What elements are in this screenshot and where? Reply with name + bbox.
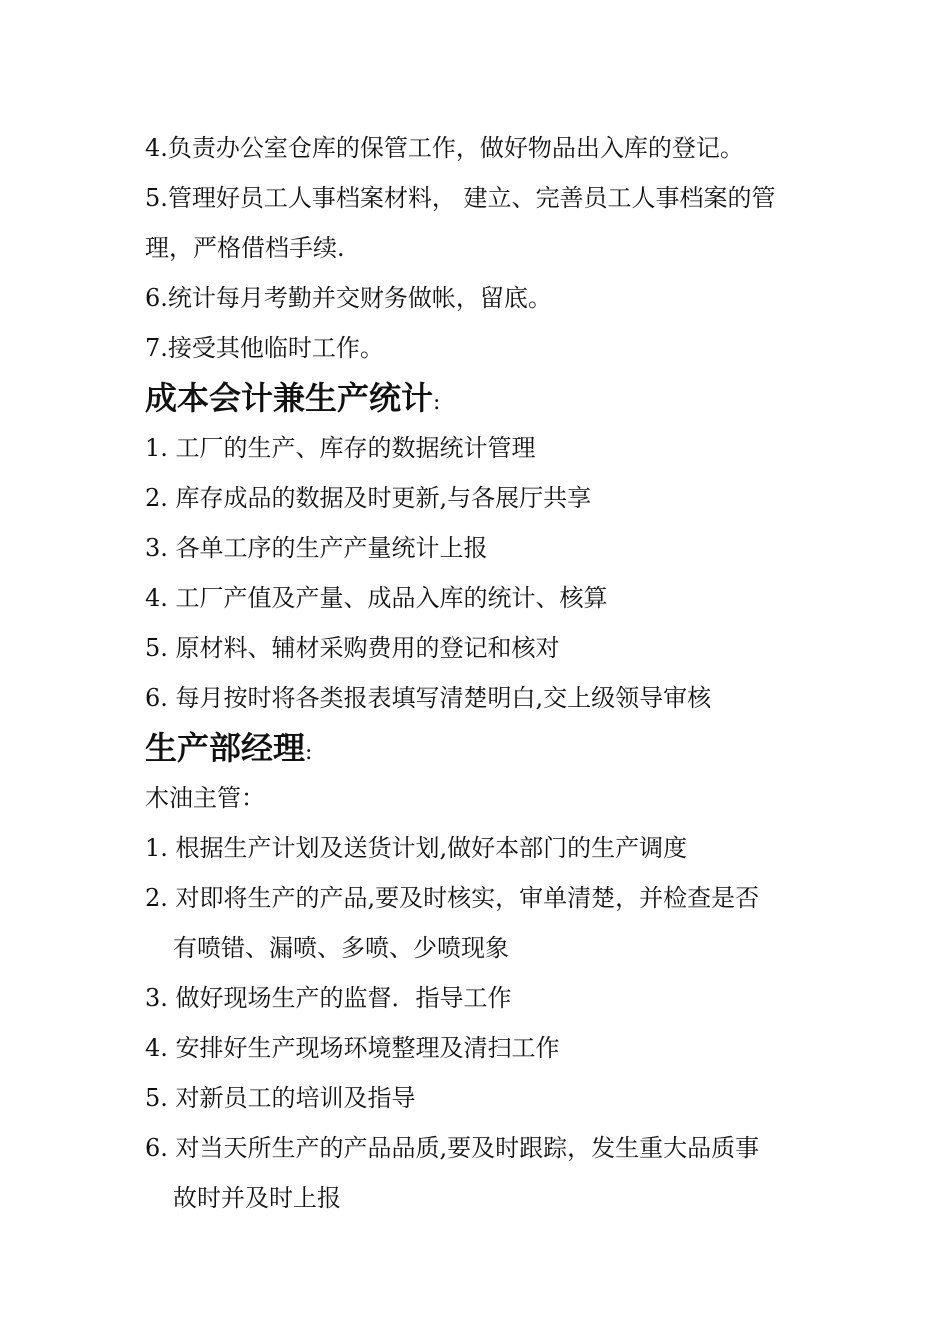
section-heading [145,723,825,773]
duty-item: 3. 做好现场生产的监督．指导工作 [145,984,512,1012]
section-heading [145,373,825,423]
heading-colon: : [305,740,313,765]
duty-item: 4. 安排好生产现场环境整理及清扫工作 [145,1034,560,1062]
duty-item: 3. 各单工序的生产产量统计上报 [145,534,488,562]
duty-item: 1. 工厂的生产、库存的数据统计管理 [145,434,536,462]
section-heading-text: 生产部经理 [145,729,306,767]
duty-item: 7.接受其他临时工作。 [145,334,384,362]
section-heading-text: 成本会计兼生产统计 [145,379,434,417]
heading-colon: : [433,390,441,415]
duty-item: 2. 对即将生产的产品,要及时核实，审单清楚，并检查是否 [145,884,760,912]
duty-item-continuation: 有喷错、漏喷、多喷、少喷现象 [173,934,509,962]
duty-item: 5. 原材料、辅材采购费用的登记和核对 [145,634,560,662]
duty-item: 4. 工厂产值及产量、成品入库的统计、核算 [145,584,608,612]
cost-accounting-section [145,373,825,723]
duty-item-continuation: 故时并及时上报 [173,1184,341,1212]
duty-item: 6. 每月按时将各类报表填写清楚明白,交上级领导审核 [145,684,712,712]
duty-item: 4.负责办公室仓库的保管工作，做好物品出入库的登记。 [145,134,744,162]
duty-item-continuation: 理，严格借档手续. [145,234,345,262]
document-page [145,123,825,1223]
admin-duties-section [145,123,825,373]
subsection-title: 木油主管： [145,784,265,812]
duty-item: 6. 对当天所生产的产品品质,要及时跟踪，发生重大品质事 [145,1134,760,1162]
duty-item: 5.管理好员工人事档案材料， 建立、完善员工人事档案的管 [145,184,776,212]
duty-item: 5. 对新员工的培训及指导 [145,1084,416,1112]
duty-item: 1. 根据生产计划及送货计划,做好本部门的生产调度 [145,834,688,862]
duty-item: 2. 库存成品的数据及时更新,与各展厅共享 [145,484,592,512]
production-manager-section [145,723,825,1223]
duty-item: 6.统计每月考勤并交财务做帐，留底。 [145,284,552,312]
